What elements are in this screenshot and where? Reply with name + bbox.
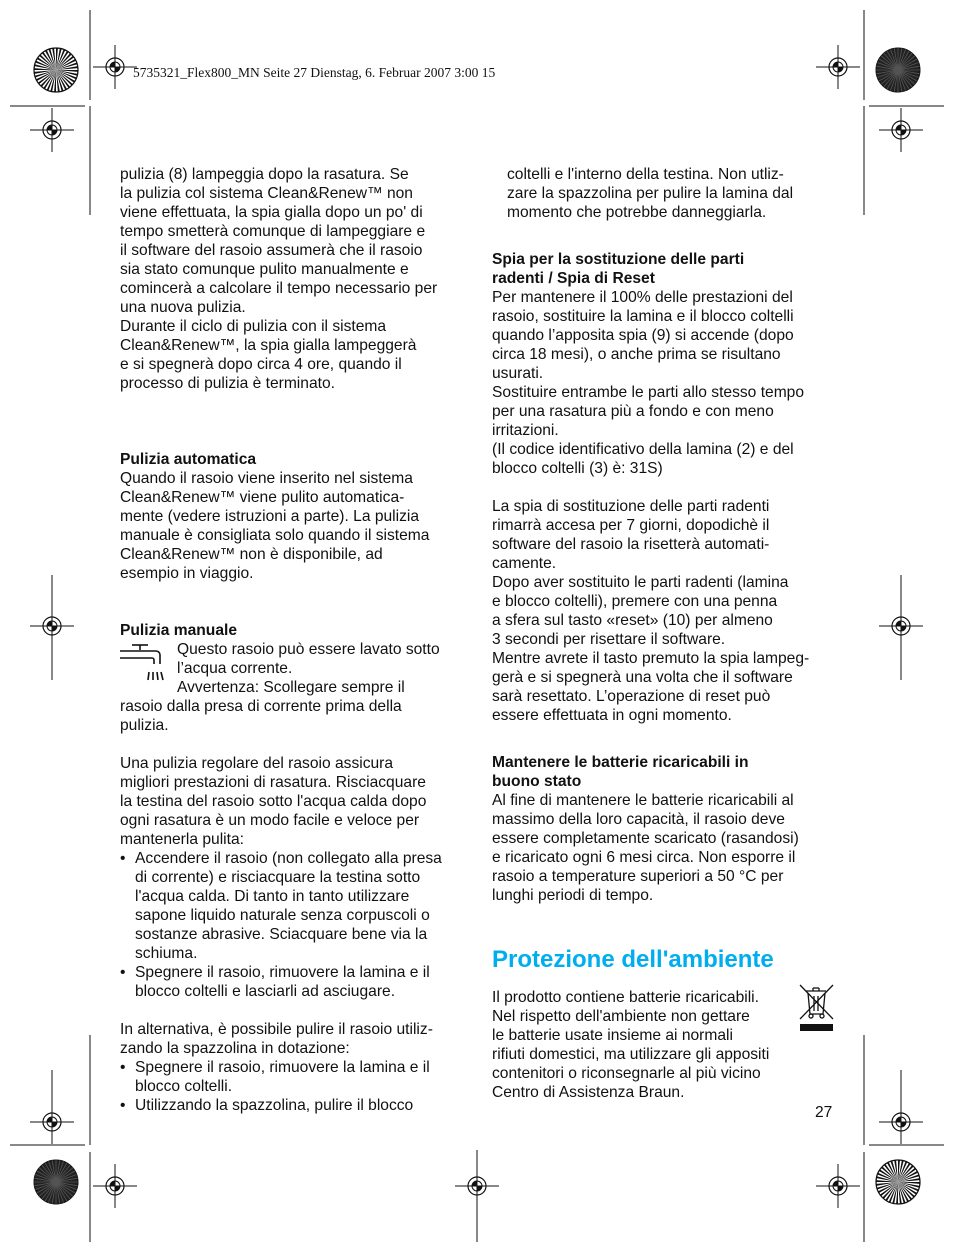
text-line: quando l’apposita spia (9) si accende (dopo xyxy=(492,327,794,344)
text-line: zando la spazzolina in dotazione: xyxy=(120,1040,350,1057)
text-line: momento che potrebbe danneggiarla. xyxy=(507,204,767,221)
page-number: 27 xyxy=(815,1104,833,1121)
registration-mark-icon xyxy=(816,45,860,89)
text-line: migliori prestazioni di rasatura. Risciacquare xyxy=(120,774,426,791)
text-line: essere effettuata in ogni momento. xyxy=(492,707,732,724)
tap-instruction xyxy=(120,640,465,697)
text-line: rasoio a temperature superiori a 50 °C per xyxy=(492,868,784,885)
manual-cleaning-paragraph xyxy=(120,697,465,735)
text-line: Utilizzando la spazzolina, pulire il blocco xyxy=(135,1097,414,1114)
regular-cleaning-paragraph xyxy=(120,754,465,849)
text-line: rifiuti domestici, ma utilizzare gli appositi xyxy=(492,1046,770,1063)
text-line: La spia di sostituzione delle parti radenti xyxy=(492,498,770,515)
text-line: 3 secondi per risettare il software. xyxy=(492,631,726,648)
section-title-environment: Protezione dell'ambiente xyxy=(492,946,774,973)
crossed-out-bin-icon xyxy=(798,981,836,1033)
list-item xyxy=(120,849,465,963)
text-line: rasoio, sostituire la lamina e il blocco coltelli xyxy=(492,308,794,325)
text-line: l'acqua calda. Di tanto in tanto utilizzare xyxy=(135,888,410,905)
heading-pulizia-manuale: Pulizia manuale xyxy=(120,622,237,639)
text-line: lunghi periodi di tempo. xyxy=(492,887,654,904)
text-line: Clean&Renew™ viene pulito automatica- xyxy=(120,489,405,506)
text-line: la testina del rasoio sotto l'acqua calda dopo xyxy=(120,793,427,810)
text-line: Durante il ciclo di pulizia con il sistema xyxy=(120,318,387,335)
text-line: a sfera sul tasto «reset» (10) per almeno xyxy=(492,612,773,629)
starburst-mark-icon xyxy=(876,1160,920,1204)
text-line: mantenerla pulita: xyxy=(120,831,244,848)
bullet-marker: • xyxy=(120,1097,126,1114)
text-line: Clean&Renew™, la spia gialla lampeggerà xyxy=(120,337,417,354)
registration-mark-icon xyxy=(93,1164,137,1208)
text-line: Centro di Assistenza Braun. xyxy=(492,1084,685,1101)
text-line: usurati. xyxy=(492,365,544,382)
text-line: sia stato comunque pulito manualmente e xyxy=(120,261,409,278)
text-line: circa 18 mesi), o anche prima se risultano xyxy=(492,346,781,363)
text-line: Questo rasoio può essere lavato sotto xyxy=(177,641,440,658)
text-line: software del rasoio la risetterà automati- xyxy=(492,536,770,553)
text-line: sarà resettato. L’operazione di reset può xyxy=(492,688,771,705)
text-line: sapone liquido naturale senza corpuscoli o xyxy=(135,907,430,924)
text-line: Accendere il rasoio (non collegato alla presa xyxy=(135,850,442,867)
text-line: rasoio dalla presa di corrente prima della xyxy=(120,698,402,715)
text-line: Nel rispetto dell'ambiente non gettare xyxy=(492,1008,750,1025)
text-line: Al fine di mantenere le batterie ricaricabili al xyxy=(492,792,794,809)
bullet-list-1 xyxy=(120,849,465,1001)
bullet-marker: • xyxy=(120,964,126,981)
auto-cleaning-paragraph xyxy=(120,469,465,583)
text-line: gerà e si spegnerà una volta che il software xyxy=(492,669,793,686)
replacement-paragraph xyxy=(492,288,837,478)
text-line: Dopo aver sostituito le parti radenti (lamina xyxy=(492,574,789,591)
text-line: (Il codice identificativo della lamina (2) e del xyxy=(492,441,794,458)
water-tap-icon xyxy=(118,642,164,684)
text-line: Il prodotto contiene batterie ricaricabili. xyxy=(492,989,759,1006)
text-line: comincerà a calcolare il tempo necessario per xyxy=(120,280,438,297)
text-line: manuale è consigliata solo quando il sistema xyxy=(120,527,430,544)
registration-mark-icon xyxy=(879,108,923,152)
text-line: e si spegnerà dopo circa 4 ore, quando il xyxy=(120,356,402,373)
text-line: blocco coltelli. xyxy=(135,1078,233,1095)
registration-mark-icon xyxy=(30,108,74,152)
print-header: 5735321_Flex800_MN Seite 27 Dienstag, 6. Februar 2007 3:00 15 xyxy=(133,65,496,80)
text-line: pulizia. xyxy=(120,717,169,734)
registration-mark-icon xyxy=(93,45,137,89)
left-column xyxy=(120,165,465,1115)
list-item xyxy=(120,1096,465,1115)
text-line: la pulizia col sistema Clean&Renew™ non xyxy=(120,185,413,202)
text-line: essere completamente scaricato (rasandosi) xyxy=(492,830,799,847)
text-line: rimarrà accesa per 7 giorni, dopodichè il xyxy=(492,517,770,534)
text-line: e blocco coltelli), premere con una penna xyxy=(492,593,778,610)
text-line: Mentre avrete il tasto premuto la spia lampeg- xyxy=(492,650,810,667)
text-line: Per mantenere il 100% delle prestazioni del xyxy=(492,289,793,306)
bullet-marker: • xyxy=(120,1059,126,1076)
reset-paragraph xyxy=(492,497,837,725)
text-line: Mantenere le batterie ricaricabili in xyxy=(492,754,749,771)
text-line: esempio in viaggio. xyxy=(120,565,254,582)
text-line: zare la spazzolina per pulire la lamina dal xyxy=(507,185,794,202)
starburst-mark-icon xyxy=(34,48,78,92)
text-line: tempo smetterà comunque di lampeggiare e xyxy=(120,223,426,240)
text-line: Quando il rasoio viene inserito nel sistema xyxy=(120,470,413,487)
text-line: schiuma. xyxy=(135,945,198,962)
text-line: mente (vedere istruzioni a parte). La pulizia xyxy=(120,508,420,525)
text-line: Una pulizia regolare del rasoio assicura xyxy=(120,755,394,772)
heading-batterie xyxy=(492,753,837,791)
text-line: massimo della loro capacità, il rasoio deve xyxy=(492,811,785,828)
text-line: contenitori o riconsegnarle al più vicino xyxy=(492,1065,761,1082)
text-line: l’acqua corrente. xyxy=(177,660,293,677)
text-line: Spegnere il rasoio, rimuovere la lamina e il xyxy=(135,964,430,981)
text-line: Sostituire entrambe le parti allo stesso tempo xyxy=(492,384,805,401)
text-line: per una rasatura più a fondo e con meno xyxy=(492,403,774,420)
right-column xyxy=(492,165,837,1102)
heading-pulizia-automatica: Pulizia automatica xyxy=(120,451,257,468)
text-line: Avvertenza: Scollegare sempre il xyxy=(177,679,405,696)
text-line: le batterie usate insieme ai normali xyxy=(492,1027,733,1044)
alternative-paragraph xyxy=(120,1020,465,1058)
text-line: buono stato xyxy=(492,773,582,790)
text-line: processo di pulizia è terminato. xyxy=(120,375,335,392)
heading-spia-sostituzione xyxy=(492,250,837,288)
text-line: irritazioni. xyxy=(492,422,559,439)
environment-paragraph xyxy=(492,988,837,1102)
text-line: viene effettuata, la spia gialla dopo un po' di xyxy=(120,204,423,221)
registration-mark-icon xyxy=(816,1164,860,1208)
text-line: il software del rasoio assumerà che il rasoio xyxy=(120,242,423,259)
list-item xyxy=(120,963,465,1001)
battery-paragraph xyxy=(492,791,837,905)
text-line: sostanze abrasive. Sciacquare bene via la xyxy=(135,926,428,943)
text-line: Spegnere il rasoio, rimuovere la lamina e il xyxy=(135,1059,430,1076)
bullet-list-2 xyxy=(120,1058,465,1115)
text-line: radenti / Spia di Reset xyxy=(492,270,655,287)
text-line: ogni rasatura è un modo facile e veloce per xyxy=(120,812,420,829)
intro-paragraph xyxy=(120,165,465,393)
text-line: camente. xyxy=(492,555,557,572)
text-line: blocco coltelli (3) è: 31S) xyxy=(492,460,663,477)
text-line: pulizia (8) lampeggia dopo la rasatura. Se xyxy=(120,166,409,183)
text-line: Clean&Renew™ non è disponibile, ad xyxy=(120,546,383,563)
text-line: di corrente) e risciacquare la testina sotto xyxy=(135,869,421,886)
bullet-marker: • xyxy=(120,850,126,867)
text-line: In alternativa, è possibile pulire il rasoio utiliz- xyxy=(120,1021,433,1038)
starburst-mark-icon xyxy=(876,48,920,92)
text-line: coltelli e l'interno della testina. Non utliz- xyxy=(507,166,784,183)
continued-bullet-text xyxy=(492,165,837,222)
text-line: e ricaricato ogni 6 mesi circa. Non esporre il xyxy=(492,849,796,866)
text-line: una nuova pulizia. xyxy=(120,299,246,316)
text-line: Spia per la sostituzione delle parti xyxy=(492,251,745,268)
list-item xyxy=(120,1058,465,1096)
text-line: blocco coltelli e lasciarli ad asciugare. xyxy=(135,983,396,1000)
starburst-mark-icon xyxy=(34,1160,78,1204)
